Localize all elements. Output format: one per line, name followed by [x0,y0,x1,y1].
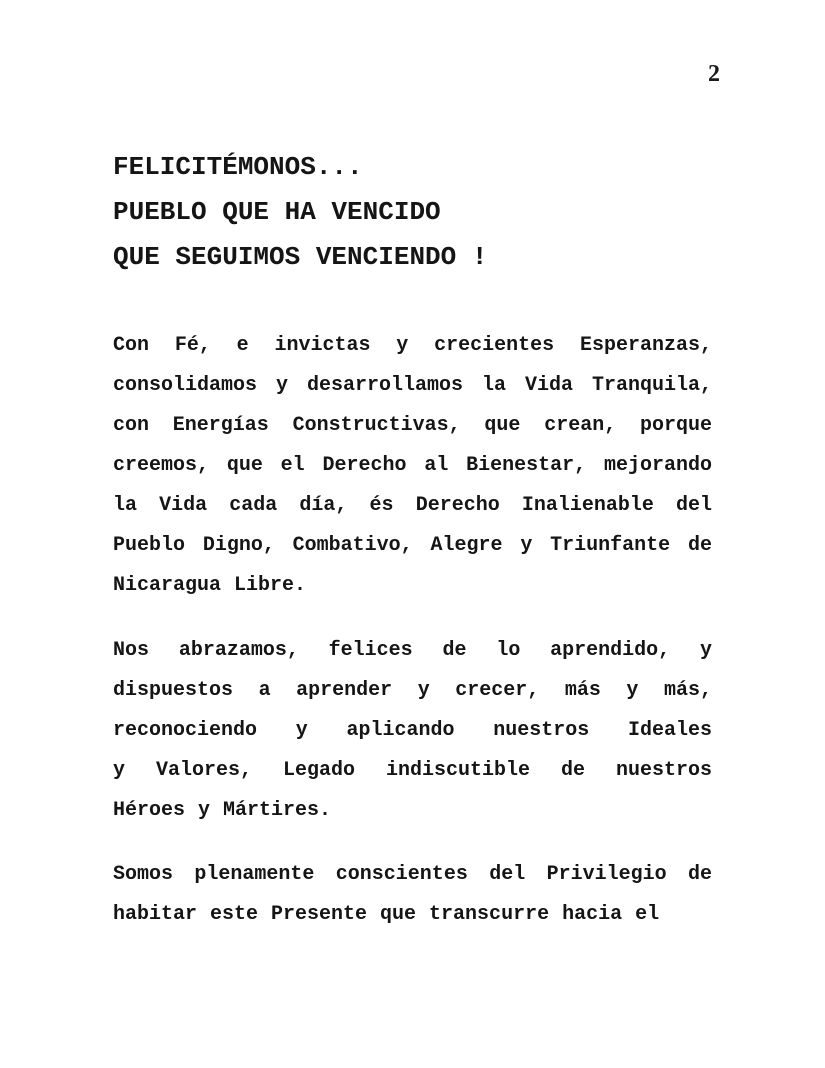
heading-line: QUE SEGUIMOS VENCIENDO ! [113,242,488,272]
paragraph [113,631,712,831]
heading-line: PUEBLO QUE HA VENCIDO [113,197,441,227]
text-line: consolidamos y desarrollamos la Vida Tranquila, [113,374,712,397]
text-line: con Energías Constructivas, que crean, porque [113,414,712,437]
page-content [113,145,712,935]
text-line: Somos plenamente conscientes del Privilegio de [113,863,712,886]
text-line: Pueblo Digno, Combativo, Alegre y Triunfante de [113,534,712,557]
text-line: Nos abrazamos, felices de lo aprendido, y [113,639,712,662]
text-line: Héroes y Mártires. [113,799,332,822]
text-line: creemos, que el Derecho al Bienestar, mejorando [113,454,712,477]
text-line: habitar este Presente que transcurre hacia el [113,903,660,926]
paragraph [113,326,712,606]
text-line: y Valores, Legado indiscutible de nuestros [113,759,712,782]
text-line: Con Fé, e invictas y crecientes Esperanzas, [113,334,712,357]
text-line: reconociendo y aplicando nuestros Ideales [113,719,712,742]
text-line: dispuestos a aprender y crecer, más y más, [113,679,712,702]
heading-line: FELICITÉMONOS... [113,152,363,182]
page-number: 2 [708,61,720,87]
text-line: Nicaragua Libre. [113,574,307,597]
paragraph [113,855,712,935]
document-heading [113,145,712,280]
text-line: la Vida cada día, és Derecho Inalienable del [113,494,712,517]
